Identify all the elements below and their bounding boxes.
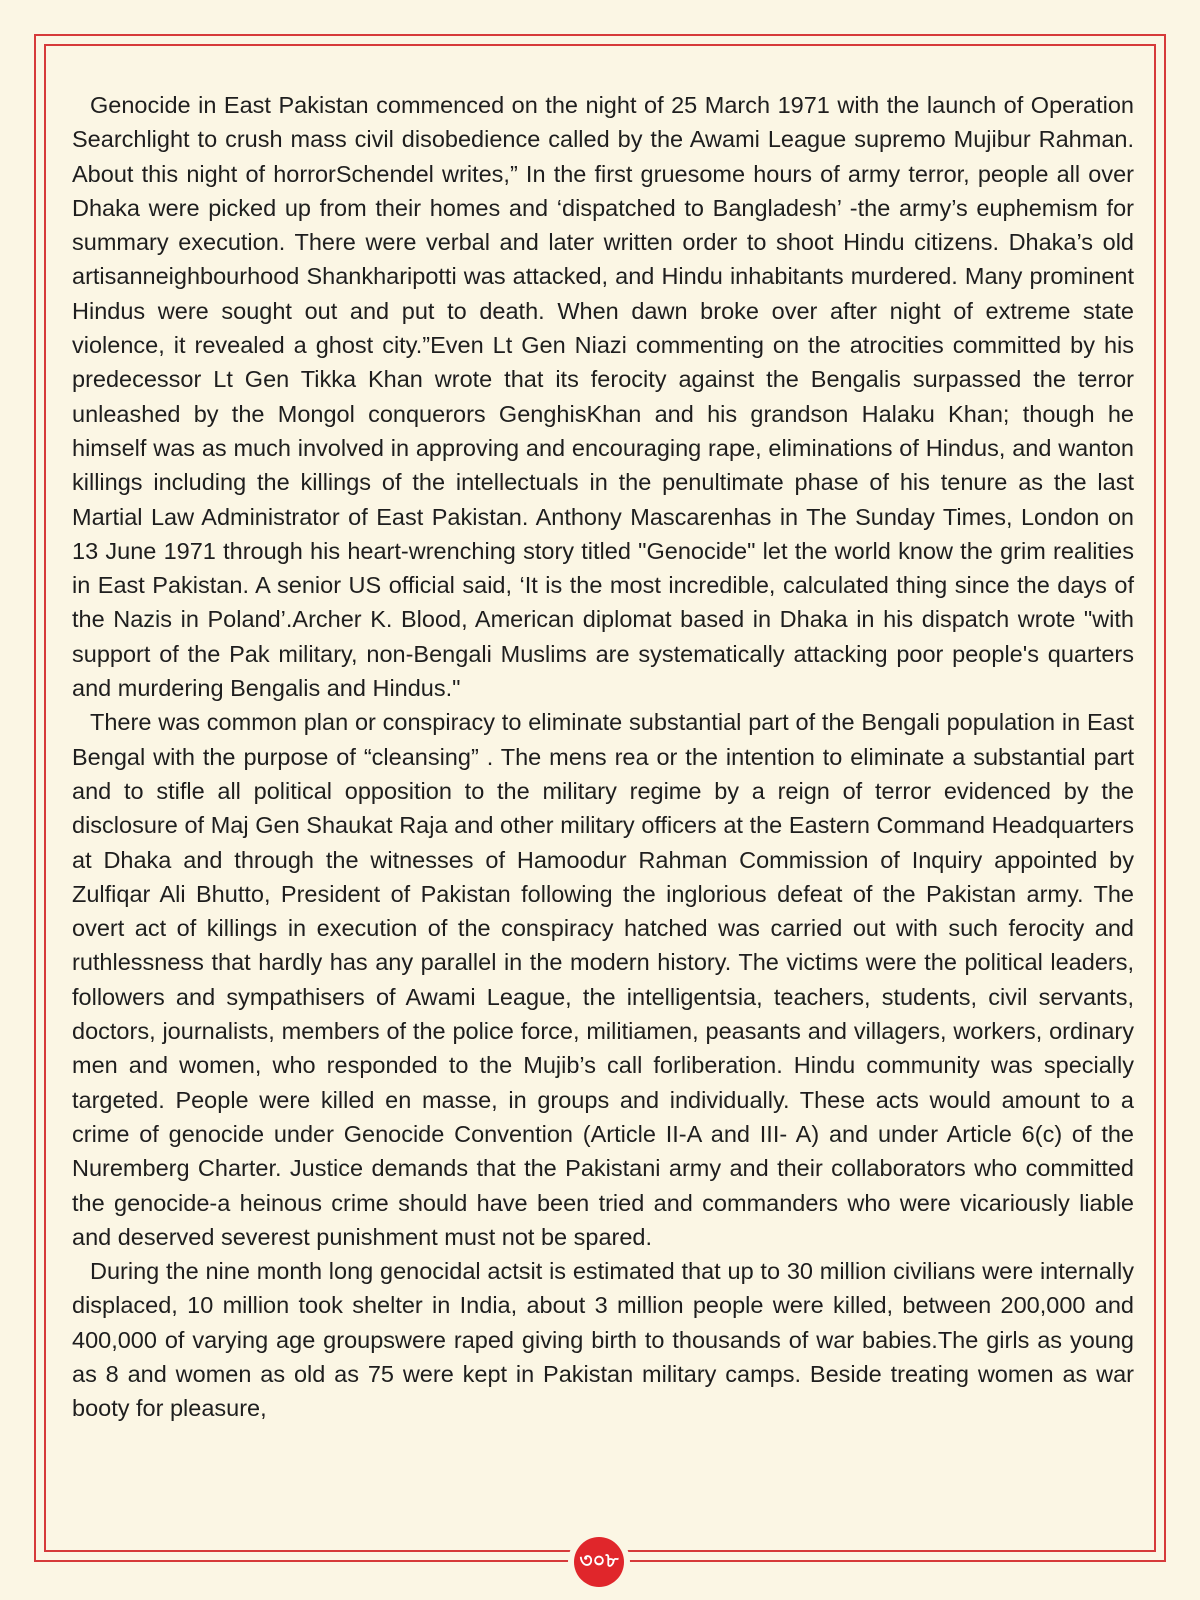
document-body — [72, 88, 1134, 1426]
paragraph-2: There was common plan or conspiracy to eliminate substantial part of the Bengali population in East Bengal with the purpose of “cleansing” . The mens rea or the intention to eliminate a substantial part and to stifle all political opposition to the military regime by a reign of terror evidenced by the disclosure of Maj Gen Shaukat Raja and other military officers at the Eastern Command Headquarters at Dhaka and through the witnesses of Hamoodur Rahman Commission of Inquiry appointed by Zulfiqar Ali Bhutto, President of Pakistan following the inglorious defeat of the Pakistan army. The overt act of killings in execution of the conspiracy hatched was carried out with such ferocity and ruthlessness that hardly has any parallel in the modern history. The victims were the political leaders, followers and sympathisers of Awami League, the intelligentsia, teachers, students, civil servants, doctors, journalists, members of the police force, militiamen, peasants and villagers, workers, ordinary men and women, who responded to the Mujib’s call forliberation. Hindu community was specially targeted. People were killed en masse, in groups and individually. These acts would amount to a crime of genocide under Genocide Convention (Article II-A and III- A) and under Article 6(c) of the Nuremberg Charter. Justice demands that the Pakistani army and their collaborators who committed the genocide-a heinous crime should have been tried and commanders who were vicariously liable and deserved severest punishment must not be spared. — [72, 709, 1134, 1250]
page-number-badge: ৩০৮ — [574, 1537, 624, 1587]
paragraph-3: During the nine month long genocidal actsit is estimated that up to 30 million civilians were internally displaced, 10 million took shelter in India, about 3 million people were killed, between 200,000 and 400,000 of varying age groupswere raped giving birth to thousands of war babies.The girls as young as 8 and women as old as 75 were kept in Pakistan military camps. Beside treating women as war booty for pleasure, — [72, 1258, 1134, 1422]
paragraph-1: Genocide in East Pakistan commenced on the night of 25 March 1971 with the launch of Operation Searchlight to crush mass civil disobedience called by the Awami League supremo Mujibur Rahman. About this night of horrorSchendel writes,” In the first gruesome hours of army terror, people all over Dhaka were picked up from their homes and ‘dispatched to Bangladesh’ -the army’s euphemism for summary execution. There were verbal and later written order to shoot Hindu citizens. Dhaka’s old artisanneighbourhood Shankharipotti was attacked, and Hindu inhabitants murdered. Many prominent Hindus were sought out and put to death. When dawn broke over after night of extreme state violence, it revealed a ghost city.”Even Lt Gen Niazi commenting on the atrocities committed by his predecessor Lt Gen Tikka Khan wrote that its ferocity against the Bengalis surpassed the terror unleashed by the Mongol conquerors GenghisKhan and his grandson Halaku Khan; though he himself was as much involved in approving and encouraging rape, eliminations of Hindus, and wanton killings including the killings of the intellectuals in the penultimate phase of his tenure as the last Martial Law Administrator of East Pakistan. Anthony Mascarenhas in The Sunday Times, London on 13 June 1971 through his heart-wrenching story titled "Genocide" let the world know the grim realities in East Pakistan. A senior US official said, ‘It is the most incredible, calculated thing since the days of the Nazis in Poland’.Archer K. Blood, American diplomat based in Dhaka in his dispatch wrote "with support of the Pak military, non-Bengali Muslims are systematically attacking poor people's quarters and murdering Bengalis and Hindus." — [72, 92, 1134, 702]
